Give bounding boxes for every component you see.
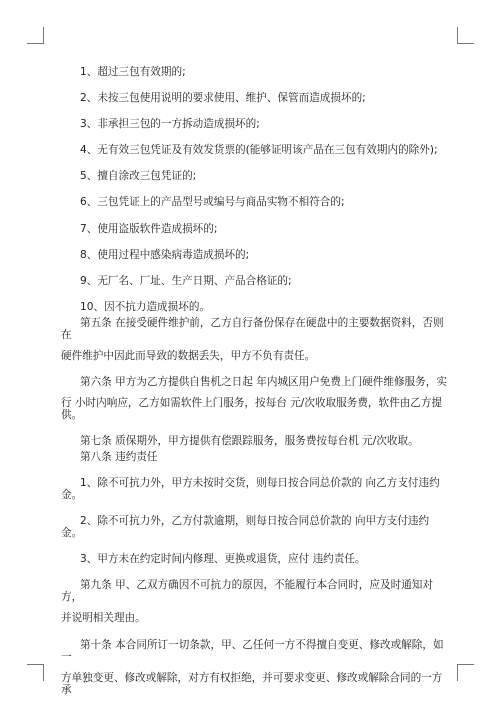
list-item: 3、非承担三包的一方拆动造成损坏的; xyxy=(80,118,260,131)
list-item: 8、使用过程中感染病毒造成损坏的; xyxy=(80,248,250,261)
article-9 xyxy=(61,579,450,624)
article-7: 第七条 质保期外，甲方提供有偿跟踪服务，服务费按每台机 元/次收取。 xyxy=(80,435,419,448)
article-6 xyxy=(61,376,450,421)
article-5-line-1: 第五条 在接受硬件维护前，乙方自行备份保存在硬盘中的主要数据资料，否则在 xyxy=(61,316,444,341)
article-5-line-2: 硬件维护中因此而导致的数据丢失，甲方不负有责任。 xyxy=(61,349,316,362)
list-item: 6、三包凭证上的产品型号或编号与商品实物不相符合的; xyxy=(80,196,345,209)
crop-mark-top-right xyxy=(457,27,474,44)
list-item: 1、超过三包有效期的; xyxy=(80,66,186,78)
list-item: 10、因不抗力造成损坏的。 xyxy=(80,300,211,313)
list-item: 5、擅自涂改三包凭证的; xyxy=(80,170,197,183)
article-8-item: 1、除不可抗力外，甲方未按时交货，则每日按合同总价款的 向乙方支付违约金。 xyxy=(61,477,440,502)
article-10 xyxy=(61,639,450,696)
article-8-title: 第八条 违约责任 xyxy=(80,451,158,464)
article-8-item: 3、甲方未在约定时间内修理、更换或退货，应付 违约责任。 xyxy=(80,553,366,566)
crop-mark-bottom-right xyxy=(457,664,474,681)
article-9-line-2: 并说明相关理由。 xyxy=(61,612,146,625)
list-item: 2、未按三包使用说明的要求使用、维护、保管而造成损坏的; xyxy=(80,92,366,105)
document-body xyxy=(61,66,450,696)
article-5 xyxy=(61,317,450,362)
article-6-line-1: 第六条 甲方为乙方提供自售机之日起 年内城区用户免费上门硬件维修服务，实 xyxy=(80,375,447,388)
article-8-item: 2、除不可抗力外，乙方付款逾期，则每日按合同总价款的 向甲方支付违约金。 xyxy=(61,515,430,540)
article-10-line-2: 方单独变更、修改或解除，对方有权拒绝，并可要求变更、修改或解除合同的一方承 xyxy=(61,671,443,696)
article-9-line-1: 第九条 甲、乙双方确因不可抗力的原因，不能履行本合同时，应及时通知对方， xyxy=(61,579,433,604)
list-item: 7、使用盗版软件造成损坏的; xyxy=(80,222,218,235)
article-6-line-2: 行 小时内响应，乙方如需软件上门服务，按每台 元/次收取服务费，软件由乙方提供。 xyxy=(61,396,443,421)
list-item: 4、无有效三包凭证及有效发货票的(能够证明该产品在三包有效期内的除外); xyxy=(80,144,438,157)
article-10-line-1: 第十条 本合同所订一切条款，甲、乙任何一方不得擅自变更、修改或解除，如一 xyxy=(61,638,444,663)
crop-mark-bottom-left xyxy=(27,664,44,681)
list-item: 9、无厂名、厂址、生产日期、产品合格证的; xyxy=(80,274,292,287)
crop-mark-top-left xyxy=(27,27,44,44)
